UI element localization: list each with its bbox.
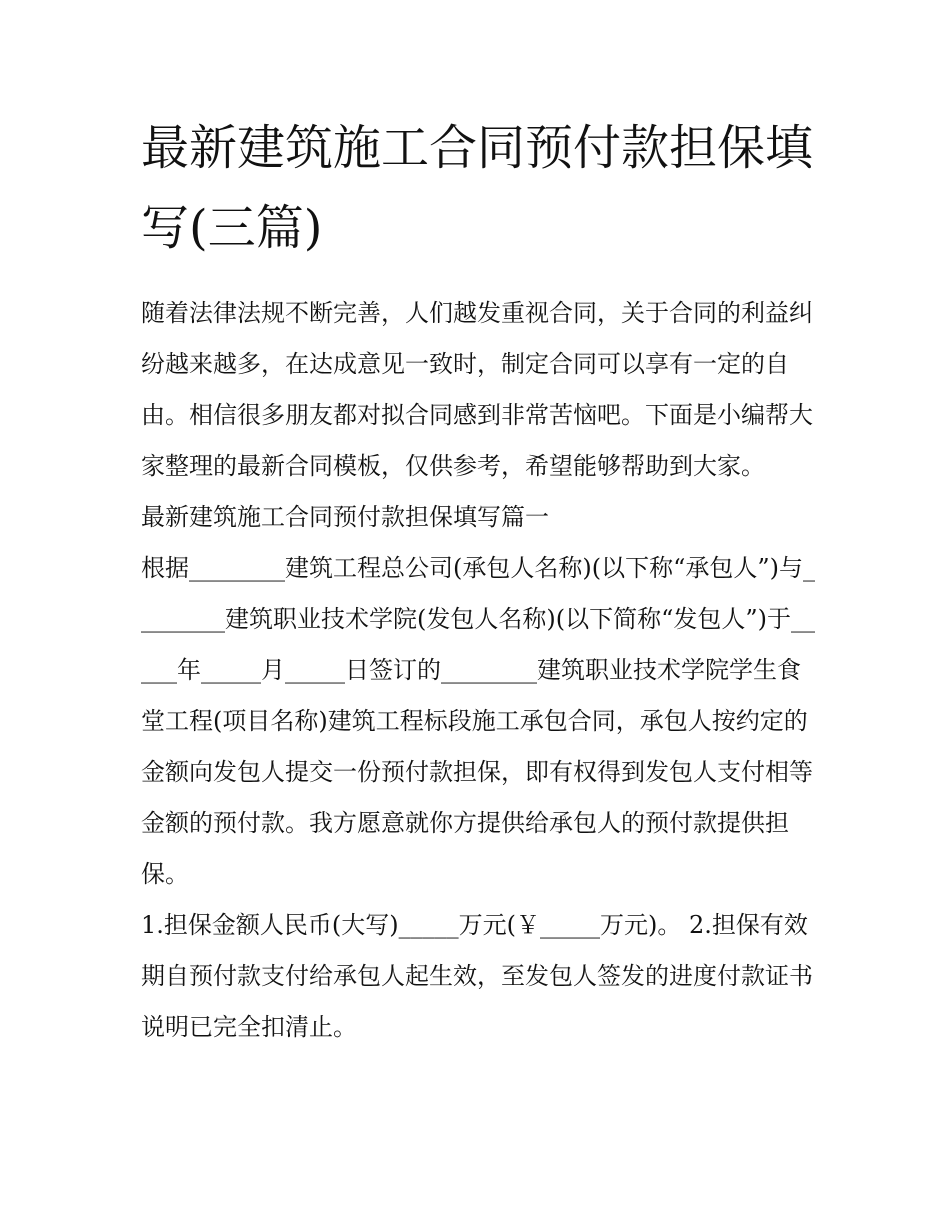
document-title: 最新建筑施工合同预付款担保填写(三篇) [141, 120, 814, 256]
intro-paragraph: 随着法律法规不断完善，人们越发重视合同，关于合同的利益纠纷越来越多，在达成意见一致时，制定合同可以享有一定的自由。相信很多朋友都对拟合同感到非常苦恼吧。下面是小编帮大家整理的最新合同模板，仅供参考，希望能够帮助到大家。 [141, 299, 813, 480]
contract-paragraph: 根据________建筑工程总公司(承包人名称)(以下称“承包人”)与________建筑职业技术学院(发包人名称)(以下简称“发包人”)于_____年_____月_____日签订的________建筑职业技术学院学生食堂工程(项目名称)建筑工程标段施工承包合同，承包人按约定的金额向发包人提交一份预付款担保，即有权得到发包人支付相等金额的预付款。我方愿意就你方提供给承包人的预付款提供担保。 [141, 554, 815, 888]
section-heading: 最新建筑施工合同预付款担保填写篇一 [141, 503, 549, 531]
document-body [141, 108, 821, 1053]
terms-paragraph: 1.担保金额人民币(大写)_____万元(￥_____万元)。 2.担保有效期自预付款支付给承包人起生效，至发包人签发的进度付款证书说明已完全扣清止。 [141, 911, 813, 1041]
